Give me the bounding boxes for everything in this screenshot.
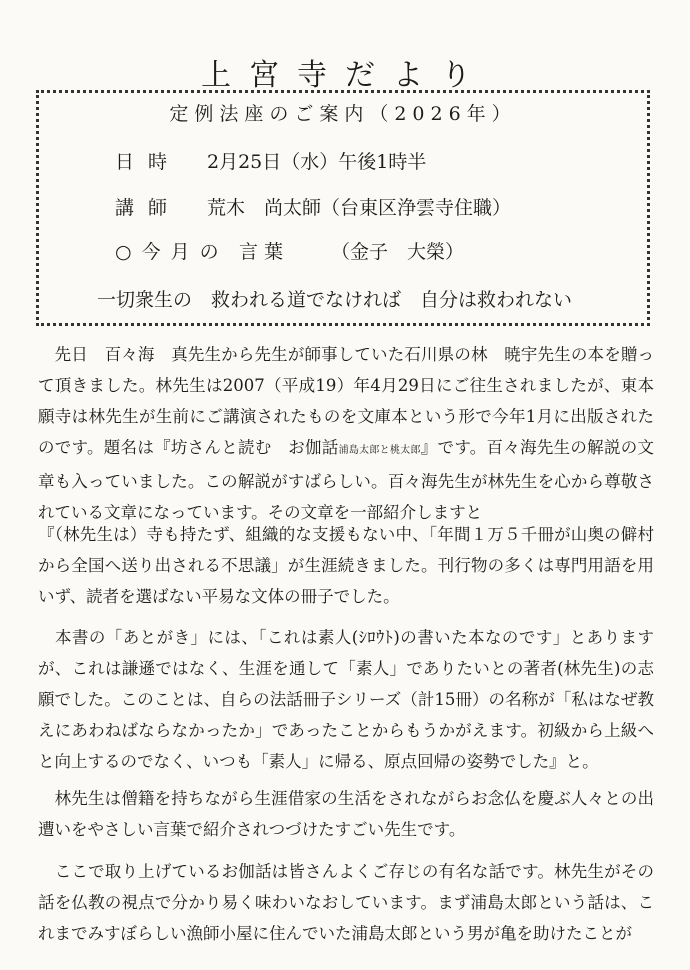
body-paragraph-5: [38, 856, 654, 949]
body-paragraph-3: [38, 622, 654, 777]
newsletter-title: 上宮寺だより: [201, 58, 489, 94]
book-subtitle: 浦島太郎と桃太郎: [338, 445, 421, 456]
paragraph-5-text: ここで取り上げているお伽話は皆さんよくご存じの有名な話です。林先生がその話を仏教の視点で分かり易く味わいなおしています。まず浦島太郎という話は、これまでみすぼらしい漁師小屋に住んでいた浦島太郎という男が亀を助けたことが: [38, 862, 654, 943]
monthly-word-row: [115, 237, 464, 264]
monthly-word-label: ○今月の: [115, 241, 229, 263]
monthly-quote: 一切衆生の 救われる道でなければ 自分は救われない: [97, 289, 573, 311]
lecturer-value: 荒木 尚太師（台東区浄雲寺住職）: [207, 197, 512, 219]
lecturer-row: [115, 193, 511, 220]
date-label: 日時: [115, 151, 182, 173]
dharma-meeting-notice: [36, 90, 650, 326]
notice-heading: 定例法座のご案内（2026年）: [169, 103, 517, 125]
body-paragraph-2: 『（林先生は）寺も持たず、組織的な支援もない中、「年間１万５千冊が山奥の僻村から全国へ送り出される不思議」が生涯続きました。刊行物の多くは専門用語を用いず、読者を選ばない平易な文体の冊子でした。: [38, 525, 654, 606]
body-paragraph-4: [38, 783, 654, 845]
paragraph-1-text-b: 』です。百々海先生の解説の文章も入っていました。この解説がすばらしい。百々海先生が林先生を心から尊敬されている文章になっています。その文章を一部紹介しますと: [38, 438, 655, 522]
monthly-word-label-word: 言葉: [239, 241, 290, 263]
lecturer-label: 講師: [115, 197, 182, 219]
paragraph-1-text-a: 先日 百々海 真先生から先生が師事していた石川県の林 暁宇先生の本を贈って頂きました。林先生は2007（平成19）年4月29日にご往生されましたが、東本願寺は林先生が生前にご講演されたものを文庫本という形で今年1月に出版されたのです。題名は『坊さんと読む お伽話: [38, 345, 654, 457]
body-paragraph-1: [38, 339, 654, 528]
date-row: [115, 147, 426, 174]
paragraph-4-text: 林先生は僧籍を持ちながら生涯借家の生活をされながらお念仏を慶ぶ人々との出遭いをやさしい言葉で紹介されつづけたすごい先生です。: [38, 789, 654, 839]
paragraph-3-text: 本書の「あとがき」には、「これは素人(ｼﾛｳﾄ)の書いた本なのです」とありますが、これは謙遜ではなく、生涯を通して「素人」でありたいとの著者(林先生)の志願でした。このことは、自らの法話冊子シリーズ（計15冊）の名称が「私はなぜ教えにあわねばならなかったか」であったことからもうかがえます。初級から上級へと向上するのでなく、いつも「素人」に帰る、原点回帰の姿勢でした』と。: [38, 628, 654, 771]
monthly-word-author: （金子 大榮）: [331, 241, 465, 263]
date-value: 2月25日（水）午後1時半: [207, 151, 427, 173]
